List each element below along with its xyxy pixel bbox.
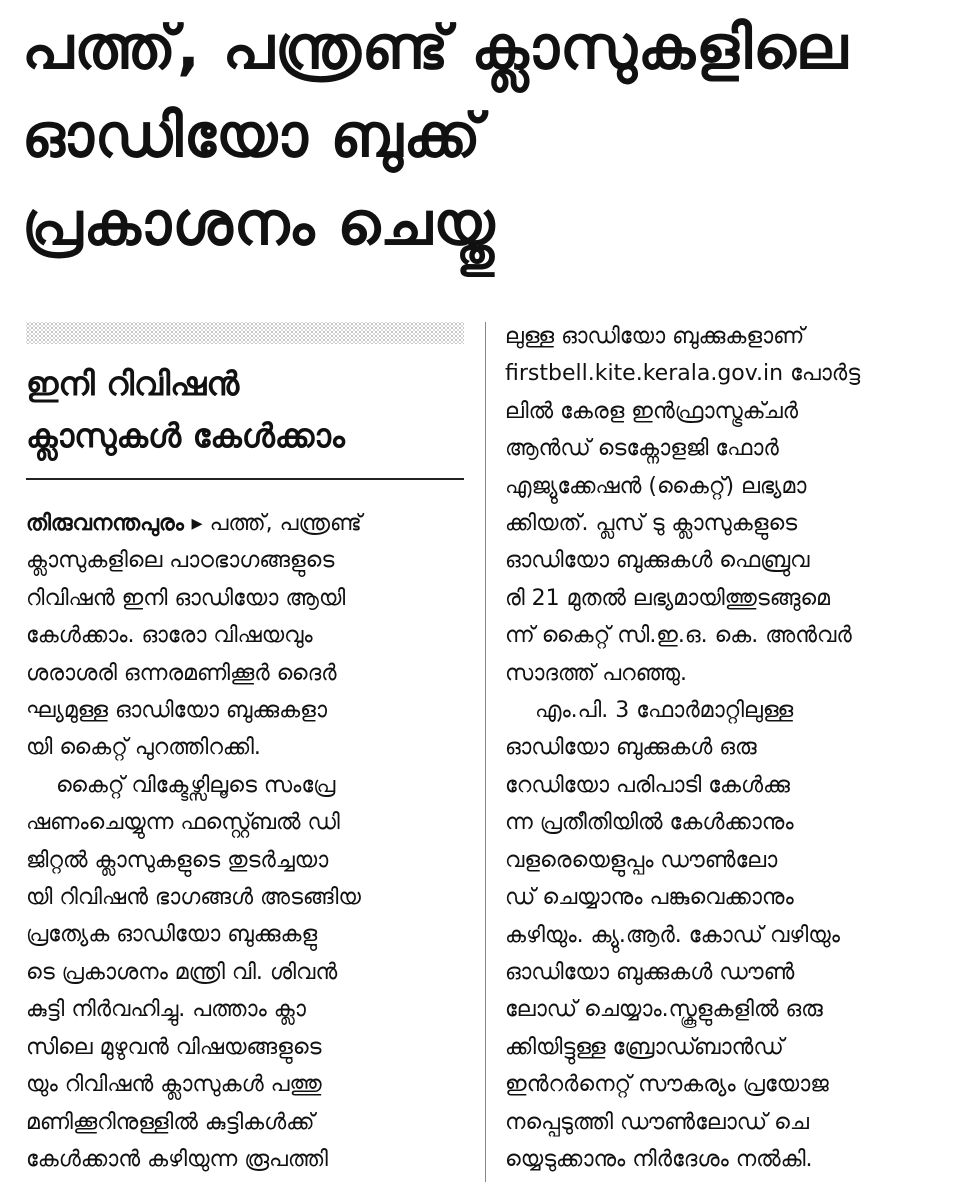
- text-line: ഓഡിയോ ബുക്കുകൾ ഡൗൺ: [505, 959, 795, 985]
- text-line: ഓഡിയോ ബുക്കുകൾ ഫെബ്രുവ: [505, 548, 810, 574]
- text-line: ഡ് ചെയ്യാനും പങ്കുവെക്കാനും: [505, 885, 794, 911]
- shaded-bar: [26, 322, 464, 344]
- headline-line: ഓഡിയോ ബുക്ക്: [22, 101, 482, 171]
- text-line: കൈറ്റ് വിക്ടേഴ്സിലൂടെ സംപ്രേ: [56, 772, 336, 798]
- text-line: ജിറ്റൽ ക്ലാസുകളുടെ തുടർച്ചയാ: [26, 847, 329, 873]
- text-line: ലുള്ള ഓഡിയോ ബുക്കുകളാണ്: [505, 324, 805, 349]
- text-line: ന്ന പ്രതീതിയിൽ കേൾക്കാനും: [505, 810, 794, 836]
- text-line: ശരാശരി ഒന്നരമണിക്കൂർ ദൈർ: [26, 660, 337, 686]
- text-line: യി കൈറ്റ് പുറത്തിറക്കി.: [26, 735, 261, 761]
- text-line: ഷണംചെയ്യുന്ന ഫസ്റ്റ്ബെൽ ഡി: [26, 810, 340, 836]
- right-column: [505, 318, 945, 1178]
- subheading-line: ക്ലാസുകൾ കേൾക്കാം: [26, 416, 345, 455]
- text-line: ലോഡ് ചെയ്യാം.സ്കൂളുകളിൽ ഒരു: [505, 997, 823, 1023]
- dateline: തിരുവനന്തപുരം ▸: [26, 511, 203, 536]
- headline: [22, 4, 952, 268]
- text-line: കേൾക്കാം. ഓരോ വിഷയവും: [26, 623, 313, 649]
- text-line: firstbell.kite.kerala.gov.in പോർട്ട: [505, 361, 861, 387]
- text-line: ക്കിയിട്ടുള്ള ബ്രോഡ്ബാൻഡ്: [505, 1034, 784, 1060]
- subheading-rule: [26, 478, 464, 480]
- text-span: പത്ത്, പന്ത്രണ്ട്: [209, 511, 362, 536]
- text-line: യും റിവിഷൻ ക്ലാസുകൾ പത്തു: [26, 1072, 322, 1098]
- subheading: [26, 358, 464, 462]
- headline-line: പ്രകാശനം ചെയ്തു: [22, 189, 496, 259]
- text-line: റിവിഷൻ ഇനി ഓഡിയോ ആയി: [26, 585, 346, 611]
- subheading-line: ഇനി റിവിഷൻ: [26, 364, 240, 403]
- text-line: കുട്ടി നിർവഹിച്ചു. പത്താം ക്ലാ: [26, 997, 306, 1023]
- text-line: രി 21 മുതൽ ലഭ്യമായിത്തുടങ്ങുമെ: [505, 585, 830, 611]
- text-line: റേഡിയോ പരിപാടി കേൾക്കു: [505, 772, 790, 798]
- headline-line: പത്ത്, പന്ത്രണ്ട് ക്ലാസുകളിലെ: [22, 13, 849, 83]
- text-line: എജ്യുക്കേഷൻ (കൈറ്റ്) ലഭ്യമാ: [505, 473, 807, 499]
- text-line: സാദത്ത് പറഞ്ഞു.: [505, 660, 688, 686]
- text-line: പ്രത്യേക ഓഡിയോ ബുക്കുകളു: [26, 922, 318, 948]
- text-line: ക്കിയത്. പ്ലസ് ടു ക്ലാസുകളുടെ: [505, 511, 798, 537]
- text-line: കേൾക്കാൻ കഴിയുന്ന രൂപത്തി: [26, 1146, 328, 1172]
- text-line: ക്ലാസുകളിലെ പാഠഭാഗങ്ങളുടെ: [26, 548, 335, 574]
- text-line: മണിക്കൂറിനുള്ളിൽ കുട്ടികൾക്ക്: [26, 1109, 315, 1135]
- text-line: സിലെ മുഴുവൻ വിഷയങ്ങളുടെ: [26, 1034, 322, 1060]
- left-column: [26, 505, 464, 1178]
- text-line: വളരെയെളുപ്പം ഡൗൺലോ: [505, 847, 778, 873]
- text-line: ലിൽ കേരള ഇൻഫ്രാസ്ട്രക്ചർ: [505, 398, 799, 424]
- text-line: യി റിവിഷൻ ഭാഗങ്ങൾ അടങ്ങിയ: [26, 885, 361, 911]
- text-line: യ്യെടുക്കാനും നിർദേശം നൽകി.: [505, 1146, 813, 1172]
- text-line: നപ്പെടുത്തി ഡൗൺലോഡ് ചെ: [505, 1109, 809, 1135]
- text-line: ഘ്യമുള്ള ഓഡിയോ ബുക്കുകളാ: [26, 698, 327, 724]
- text-line: ആൻഡ് ടെക്നോളജി ഫോർ: [505, 436, 779, 462]
- text-line: കഴിയും. ക്യു.ആർ. കോഡ് വഴിയും: [505, 922, 840, 948]
- text-line: ഓഡിയോ ബുക്കുകൾ ഒരു: [505, 735, 757, 761]
- text-line: ടെ പ്രകാശനം മന്ത്രി വി. ശിവൻ: [26, 959, 338, 985]
- text-line: ഇൻറർനെറ്റ് സൗകര്യം പ്രയോജ: [505, 1072, 829, 1098]
- text-line: എം.പി. 3 ഫോർമാറ്റിലുള്ള: [535, 698, 794, 724]
- text-line: [26, 505, 464, 542]
- column-divider: [485, 322, 486, 1182]
- text-line: ന്ന് കൈറ്റ് സി.ഇ.ഒ. കെ. അൻവർ: [505, 623, 852, 649]
